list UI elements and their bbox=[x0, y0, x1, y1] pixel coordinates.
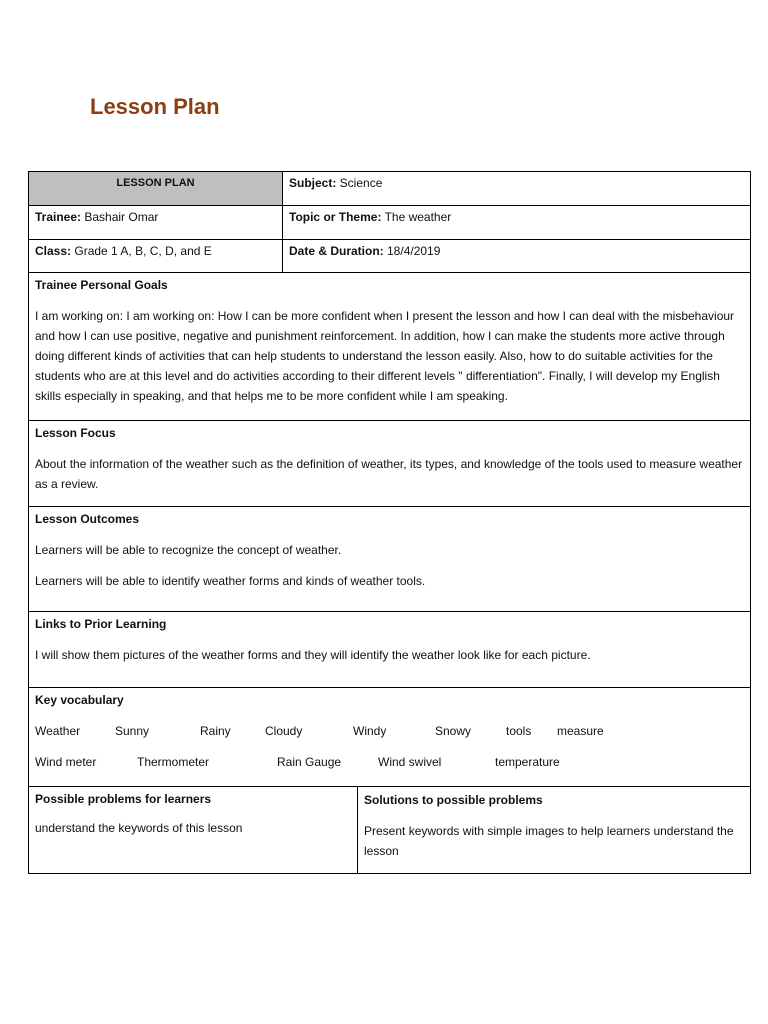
header-row-3 bbox=[29, 240, 750, 273]
problems-row bbox=[29, 787, 750, 873]
vocab-word: Sunny bbox=[115, 724, 150, 738]
focus-row bbox=[29, 421, 750, 507]
vocab-word: Snowy bbox=[435, 724, 472, 738]
prior-cell bbox=[29, 612, 750, 687]
vocab-word: Rainy bbox=[200, 724, 231, 738]
problems-cell bbox=[29, 787, 358, 873]
vocab-row bbox=[29, 688, 750, 787]
solutions-cell bbox=[358, 787, 750, 873]
trainee-label: Trainee: bbox=[35, 210, 82, 224]
topic-cell bbox=[283, 206, 750, 239]
outcomes-title: Lesson Outcomes bbox=[35, 512, 140, 526]
date-cell bbox=[283, 240, 750, 272]
solutions-text: Present keywords with simple images to help learners understand the lesson bbox=[364, 824, 734, 858]
outcomes-row bbox=[29, 507, 750, 612]
subject-value: Science bbox=[336, 176, 383, 190]
vocab-word: Wind swivel bbox=[378, 755, 442, 769]
date-value: 18/4/2019 bbox=[383, 244, 441, 258]
trainee-cell bbox=[29, 206, 283, 239]
subject-label: Subject: bbox=[289, 176, 337, 190]
class-label: Class: bbox=[35, 244, 72, 258]
solutions-title: Solutions to possible problems bbox=[364, 793, 543, 807]
vocab-word: Rain Gauge bbox=[277, 755, 342, 769]
vocab-word: Thermometer bbox=[137, 755, 210, 769]
problems-text: understand the keywords of this lesson bbox=[35, 821, 243, 835]
vocab-title: Key vocabulary bbox=[35, 693, 124, 707]
prior-text: I will show them pictures of the weather forms and they will identify the weather look like for each picture. bbox=[35, 648, 591, 662]
subject-cell bbox=[283, 172, 750, 205]
lesson-plan-table bbox=[28, 171, 751, 874]
problems-title: Possible problems for learners bbox=[35, 792, 212, 806]
vocab-word: Cloudy bbox=[265, 724, 303, 738]
outcome-item: Learners will be able to recognize the concept of weather. bbox=[35, 543, 342, 557]
prior-row bbox=[29, 612, 750, 688]
topic-value: The weather bbox=[381, 210, 452, 224]
topic-label: Topic or Theme: bbox=[289, 210, 382, 224]
vocab-word: measure bbox=[557, 724, 604, 738]
outcome-item: Learners will be able to identify weather forms and kinds of weather tools. bbox=[35, 574, 426, 588]
vocab-line-1 bbox=[35, 721, 744, 741]
vocab-word: Wind meter bbox=[35, 755, 97, 769]
focus-title: Lesson Focus bbox=[35, 426, 116, 440]
vocab-cell bbox=[29, 688, 750, 786]
date-label: Date & Duration: bbox=[289, 244, 384, 258]
focus-cell bbox=[29, 421, 750, 506]
header-row-2 bbox=[29, 206, 750, 240]
outcomes-cell bbox=[29, 507, 750, 611]
class-cell bbox=[29, 240, 283, 272]
focus-text: About the information of the weather such as the definition of weather, its types, and knowledge of the tools used to measure weather as a review. bbox=[35, 457, 743, 491]
document-title: Lesson Plan bbox=[90, 94, 220, 119]
trainee-value: Bashair Omar bbox=[81, 210, 159, 224]
lesson-plan-header: LESSON PLAN bbox=[29, 172, 283, 205]
goals-title: Trainee Personal Goals bbox=[35, 278, 168, 292]
goals-text: I am working on: I am working on: How I can be more confident when I present the lesson and how I can deal with the misbehaviour and how I can use positive, negative and punishment reinforcement. In addition, how I can make the students more active through doing different kinds of activities that can help students to understand the lesson easily. Also, how to do suitable activities for the students who are at this level and do activities according to their different levels " differentiation". Finally, I will develop my English skills especially in speaking, and that helps me to be more confident while I am speaking. bbox=[35, 309, 735, 403]
header-row-1 bbox=[29, 172, 750, 206]
goals-row bbox=[29, 273, 750, 421]
vocab-word: Windy bbox=[353, 724, 387, 738]
vocab-word: Weather bbox=[35, 724, 81, 738]
class-value: Grade 1 A, B, C, D, and E bbox=[71, 244, 212, 258]
vocab-line-2 bbox=[35, 752, 744, 772]
goals-cell bbox=[29, 273, 750, 420]
vocab-word: temperature bbox=[495, 755, 560, 769]
prior-title: Links to Prior Learning bbox=[35, 617, 167, 631]
vocab-word: tools bbox=[506, 724, 532, 738]
